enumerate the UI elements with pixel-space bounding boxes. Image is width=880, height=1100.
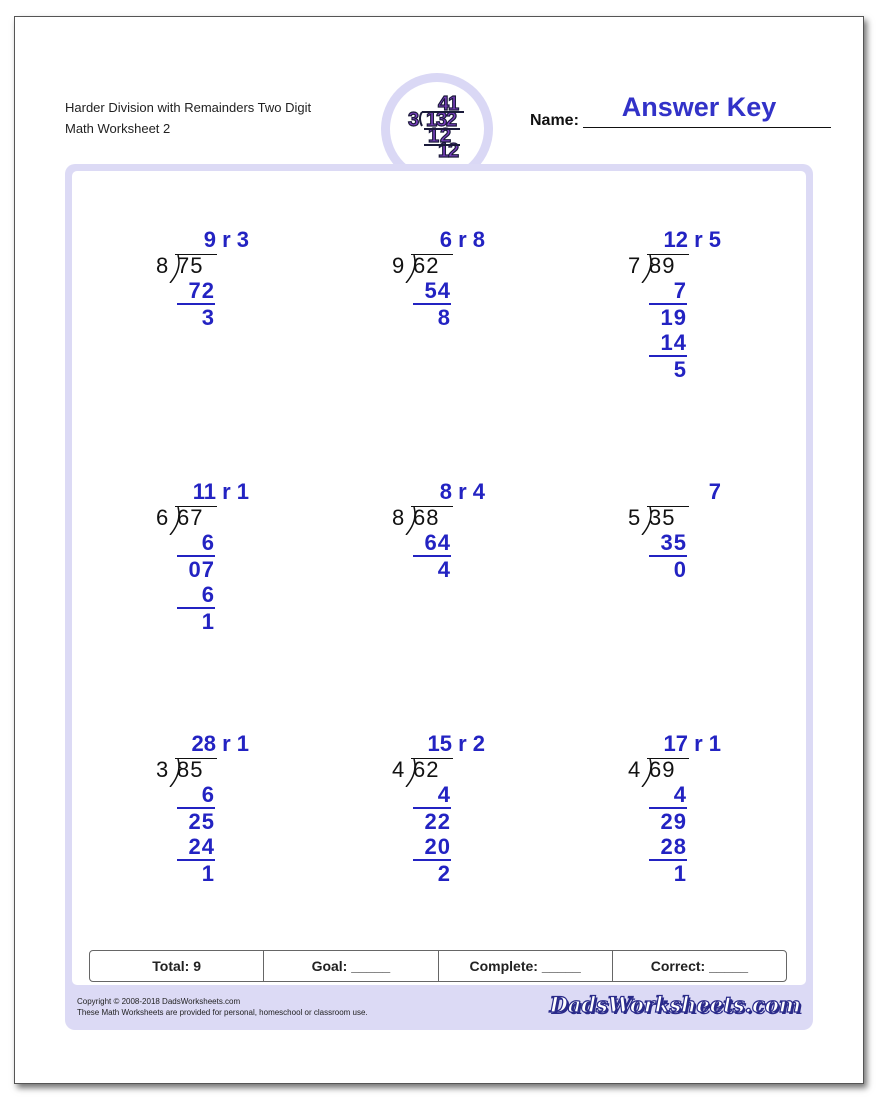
work-step: 7 (649, 279, 687, 305)
dividend: 68 (413, 505, 440, 530)
divisor: 8 (392, 505, 405, 530)
divisor: 6 (156, 505, 169, 530)
score-goal: Goal: _____ (264, 951, 438, 981)
division-problem (628, 479, 768, 669)
score-correct: Correct: _____ (650, 958, 749, 974)
quotient: 9 r 3 (203, 227, 249, 252)
logo-digit: 2 (446, 109, 458, 131)
work-step: 3 (201, 305, 215, 330)
work-step: 2 (437, 861, 451, 886)
dividend: 69 (649, 757, 676, 782)
usage-notice: These Math Worksheets are provided for personal, homeschool or classroom use. (77, 1008, 368, 1017)
logo-digit: 1 (426, 109, 438, 131)
work-step: 07 (188, 557, 215, 582)
work-step: 29 (660, 809, 687, 834)
name-field-line (583, 127, 831, 128)
problems-frame (65, 164, 813, 1030)
logo-digit: 4 (438, 93, 450, 115)
divisor: 3 (156, 757, 169, 782)
footer-copyright (77, 996, 368, 1018)
work-step: 4 (413, 783, 451, 809)
work-step: 4 (437, 557, 451, 582)
division-problem (156, 479, 296, 669)
work-step: 20 (413, 835, 451, 861)
logo-digit: 3 (408, 109, 420, 131)
work-step: 1 (201, 609, 215, 634)
work-step: 72 (177, 279, 215, 305)
logo-digit: 1 (438, 140, 450, 162)
quotient: 7 (708, 479, 721, 504)
copyright-text: Copyright © 2008-2018 DadsWorksheets.com (77, 997, 241, 1006)
work-step: 1 (201, 861, 215, 886)
work-step: 6 (177, 531, 215, 557)
dividend: 75 (177, 253, 204, 278)
division-problem (628, 731, 768, 921)
logo-digit: 2 (448, 140, 460, 162)
title-line-2: Math Worksheet 2 (65, 121, 171, 136)
division-problem (156, 731, 296, 921)
divisor: 8 (156, 253, 169, 278)
work-step: 6 (177, 783, 215, 809)
divisor: 5 (628, 505, 641, 530)
work-step: 19 (660, 305, 687, 330)
divisor: 9 (392, 253, 405, 278)
divisor: 4 (392, 757, 405, 782)
quotient: 15 r 2 (427, 731, 485, 756)
division-problem (628, 227, 768, 417)
worksheet-page (14, 16, 864, 1084)
logo-inner-circle (390, 82, 484, 176)
work-step: 1 (673, 861, 687, 886)
dividend: 89 (649, 253, 676, 278)
answer-key-label: Answer Key (621, 92, 777, 122)
score-complete: Complete: _____ (439, 951, 613, 981)
work-step: 5 (673, 357, 687, 382)
work-step: 6 (177, 583, 215, 609)
logo-digit: 1 (428, 125, 440, 147)
quotient: 8 r 4 (439, 479, 485, 504)
logo-digit: 1 (448, 93, 460, 115)
dividend: 85 (177, 757, 204, 782)
work-step: 14 (649, 331, 687, 357)
score-bar (89, 950, 787, 982)
worksheet-title (65, 97, 311, 139)
quotient: 17 r 1 (663, 731, 721, 756)
division-problem (156, 227, 296, 417)
work-step: 0 (673, 557, 687, 582)
logo-digits-graphic (390, 82, 484, 176)
quotient: 28 r 1 (191, 731, 249, 756)
quotient: 11 r 1 (192, 479, 249, 504)
dividend: 35 (649, 505, 676, 530)
work-step: 24 (177, 835, 215, 861)
divisor: 4 (628, 757, 641, 782)
division-problem (392, 731, 532, 921)
work-step: 4 (649, 783, 687, 809)
work-step: 8 (437, 305, 451, 330)
dividend: 62 (413, 253, 440, 278)
dividend: 67 (177, 505, 204, 530)
problems-area (72, 171, 806, 985)
logo-digit: 3 (436, 109, 448, 131)
work-step: 28 (649, 835, 687, 861)
work-step: 35 (649, 531, 687, 557)
division-problem (392, 227, 532, 417)
brand-logo: DadsWorksheets.com (549, 992, 801, 1017)
work-step: 22 (424, 809, 451, 834)
name-label: Name: (530, 112, 579, 129)
quotient: 6 r 8 (439, 227, 485, 252)
quotient: 12 r 5 (663, 227, 721, 252)
work-step: 54 (413, 279, 451, 305)
divisor: 7 (628, 253, 641, 278)
title-line-1: Harder Division with Remainders Two Digit (65, 100, 312, 115)
dividend: 62 (413, 757, 440, 782)
score-total: Total: 9 (90, 951, 264, 981)
logo-digit: 2 (440, 125, 452, 147)
work-step: 25 (188, 809, 215, 834)
work-step: 64 (413, 531, 451, 557)
division-problem (392, 479, 532, 669)
